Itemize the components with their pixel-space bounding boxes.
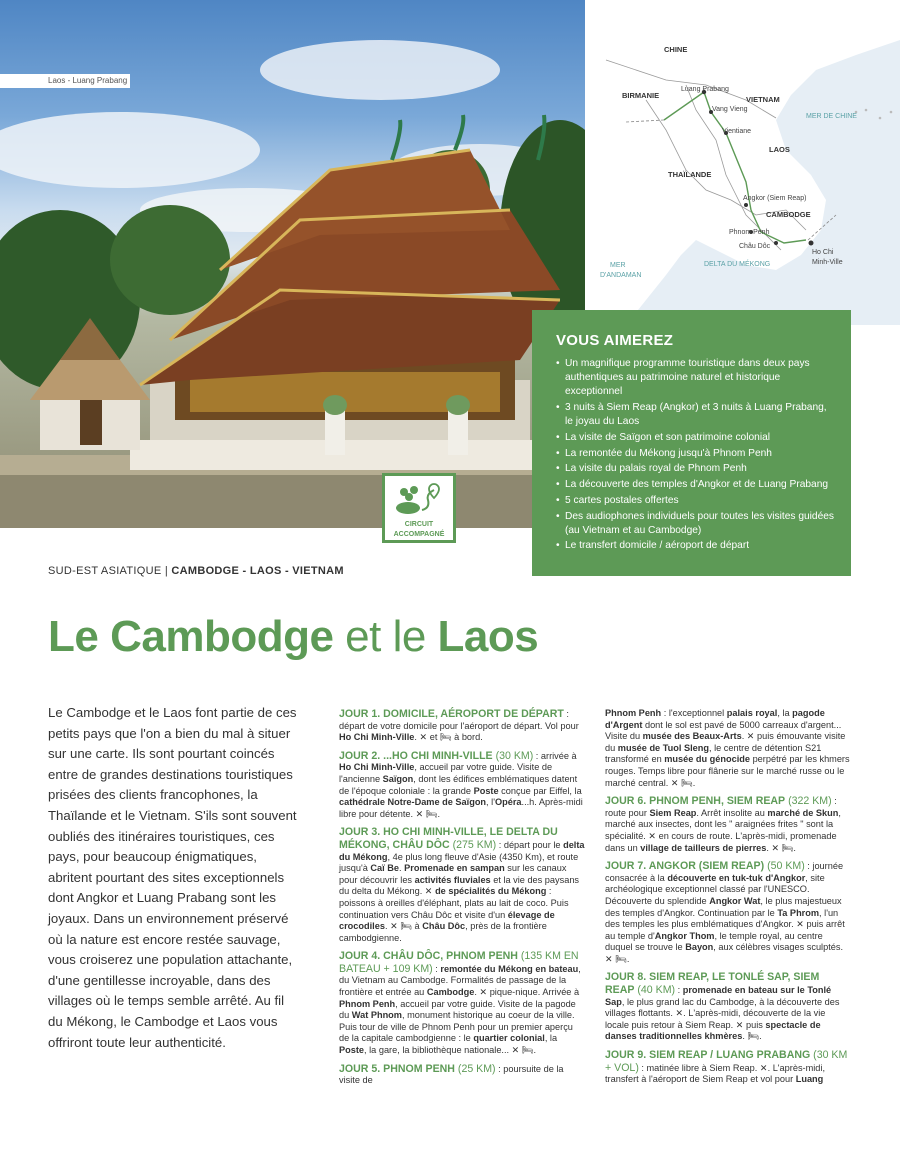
day-highlight: découverte en tuk-tuk d'Angkor [667, 872, 806, 883]
day-text: , la gare, la bibliothèque nationale... ✕ 🛏. [364, 1045, 537, 1056]
day-text: . 🛏. [742, 1031, 762, 1042]
day-title: JOUR 7. ANGKOR (SIEM REAP) [605, 860, 765, 873]
day-text: et la vie des paysans du delta du Mékong. ✕ [339, 874, 580, 897]
region-separator: | [161, 565, 172, 577]
map-label-luang-prabang: Luang Prabang [681, 86, 729, 93]
day-highlight: activités fluviales [414, 874, 491, 885]
highlights-title: VOUS AIMEREZ [556, 332, 674, 349]
day-distance: (30 KM) [492, 749, 534, 762]
page-title [48, 612, 538, 662]
day-distance: (322 KM) [785, 795, 832, 808]
day-6 [605, 795, 851, 854]
day-text: , le temple royal, au centre duquel se trouve le [605, 930, 823, 953]
day-distance: (30 KM + VOL) [605, 1049, 848, 1074]
day-highlight: Bayon [685, 942, 714, 953]
day-text: , dont les édifices emblématiques datent de l'époque coloniale : la grande [339, 773, 578, 796]
day-highlight: élevage de crocodiles [339, 909, 555, 932]
day-distance: (40 KM) [634, 984, 676, 997]
day-text: , la [544, 1033, 558, 1044]
title-part-3: Laos [437, 612, 539, 661]
day-highlight: Ta Phrom [777, 907, 820, 918]
day-text: , près de la frontière cambodgienne. [339, 921, 547, 943]
map-label-chau-doc: Châu Dôc [739, 243, 771, 250]
day-text: , le plus grand lac du Cambodge, à la découverte des villages flottants. ✕. L'après-midi, découverte de la vie locale puis retour à Siem Reap. ✕ puis [605, 996, 840, 1030]
circuit-badge [382, 473, 456, 543]
day-text: , l'un des temples les plus emblématiques d'Angkor. ✕ puis arrêt au temple d' [605, 907, 845, 941]
day-highlight: spectacle de danses traditionnelles khmères [605, 1019, 821, 1042]
day-text: . ✕ et 🛏 à bord. [414, 732, 483, 743]
day-highlight: Ho Chi Minh-Ville [339, 762, 415, 773]
day-9 [605, 1049, 851, 1086]
day-title: JOUR 6. PHNOM PENH, SIEM REAP [605, 795, 786, 808]
highlight-item: • La remontée du Mékong jusqu'à Phnom Penh [556, 447, 835, 461]
day-1-heading: JOUR 1. DOMICILE, AÉROPORT DE DÉPART [339, 708, 564, 720]
day-title: JOUR 9. SIEM REAP / LUANG PRABANG [605, 1049, 811, 1062]
day-text: : poursuite de la visite de [339, 1063, 564, 1086]
highlights-list [556, 357, 835, 554]
highlight-item: • Un magnifique programme touristique dans deux pays authentiques au patrimoine naturel et historique exceptionnel [556, 357, 835, 400]
day-text: . ✕ 🛏 à [384, 921, 423, 932]
day-text: : [432, 963, 441, 974]
day-highlight: Cambodge [426, 987, 475, 998]
day-highlight: Saïgon [382, 773, 414, 784]
day-highlight: remontée du Mékong en bateau [440, 963, 579, 974]
map-label-cambodia: CAMBODGE [766, 210, 811, 219]
day-text: , le plus majestueux des temples d'Angkor. Continuation par le [605, 895, 842, 918]
day-text: ...h. Après-midi libre pour détente. ✕ 🛏. [339, 797, 583, 819]
day-highlight: Promenade en sampan [404, 863, 505, 874]
highlight-item: • Des audiophones individuels pour toutes les visites guidées (au Vietnam et au Cambodge) [556, 510, 835, 538]
day-text: , du Vietnam au Cambodge. Formalités de passage de la frontière et entrée au [339, 963, 581, 998]
day-text: : l'exceptionnel [661, 708, 727, 718]
day-text: , aux célèbres visages sculptés. ✕ 🛏. [605, 942, 844, 964]
day-4 [339, 950, 585, 1056]
title-part-2: et le [333, 612, 438, 661]
map-label-vang-vieng: Vang Vieng [712, 106, 748, 113]
badge-line-1: CIRCUIT [404, 521, 434, 528]
day-highlight: Opéra [494, 797, 522, 808]
day-highlight: Caï Be [370, 863, 399, 874]
itinerary-column-1 [339, 708, 585, 1093]
day-highlight: Siem Reap [649, 807, 697, 818]
day-title: JOUR 5. PHNOM PENH [339, 1062, 455, 1075]
map-label-laos: LAOS [769, 145, 790, 154]
day-6-heading [605, 795, 832, 807]
map-label-andaman-2: D'ANDAMAN [600, 272, 642, 279]
map-label-angkor: Angkor (Siem Reap) [743, 195, 807, 202]
map-label-phnom-penh: Phnom Penh [729, 229, 770, 236]
day-highlight: promenade en bateau sur le Tonlé Sap [605, 985, 832, 1007]
day-highlight: de spécialités du Mékong [435, 886, 547, 897]
day-distance: (50 KM) [764, 860, 805, 873]
day-text: : départ de votre domicile pour l'aéroport de départ. Vol pour [339, 709, 579, 731]
map-label-china: CHINE [664, 45, 688, 54]
day-highlight: musée de Tuol Sleng [617, 742, 709, 753]
day-highlight: Angkor Wat [709, 895, 761, 906]
day-2-heading [339, 750, 533, 762]
day-title: JOUR 2. ...HO CHI MINH-VILLE [339, 749, 493, 762]
day-text: , site archéologique exceptionnel classé par l'UNESCO. Découverte du splendide [605, 872, 825, 906]
day-text: : poissons à oreilles d'éléphant, plats au lait de coco. Puis continuation vers Châu Dôc et visite d'un [339, 886, 569, 920]
day-text: . Arrêt insolite au [696, 807, 768, 818]
day-text: , accueil par votre guide. Visite de la pagode du [339, 998, 576, 1021]
day-text: : arrivée à [533, 750, 577, 761]
day-highlight: Angkor Thom [654, 930, 715, 941]
day-highlight: Luang [795, 1074, 824, 1085]
highlight-item: • 3 nuits à Siem Reap (Angkor) et 3 nuits à Luang Prabang, le joyau du Laos [556, 401, 835, 429]
day-5-heading [339, 1063, 496, 1075]
day-text: : départ pour le [496, 839, 564, 850]
map-label-mekong-delta: DELTA DU MÉKONG [704, 261, 771, 268]
day-highlight: musée des Beaux-Arts [642, 731, 742, 742]
day-2 [339, 750, 585, 821]
day-7 [605, 860, 851, 965]
day-text: dont le sol est pavé de 5000 carreaux d'argent... Visite du [605, 719, 842, 742]
map-label-andaman-1: MER [610, 262, 626, 269]
day-text: , marché aux insectes, dont les " araignées frites " sont la spécialité. ✕ en cours de route. L'après-midi, promenade dans un [605, 807, 841, 853]
day-5-start [339, 1063, 585, 1087]
day-8 [605, 971, 851, 1043]
day-text: conçue par Eiffel, la [498, 785, 582, 796]
hero-photo [0, 0, 585, 528]
region-label: SUD-EST ASIATIQUE [48, 565, 162, 577]
region-countries: CAMBODGE - LAOS - VIETNAM [171, 565, 344, 577]
map-label-south-china-sea: MER DE CHINE [806, 113, 857, 120]
day-highlight: Poste [339, 1045, 365, 1056]
route-map [586, 0, 900, 325]
highlights-box [532, 310, 851, 576]
day-highlight: palais royal [726, 708, 778, 718]
map-label-thailand: THAÏLANDE [668, 170, 712, 179]
day-highlight: pagode d'Argent [605, 708, 825, 730]
highlight-item: • La découverte des temples d'Angkor et de Luang Prabang [556, 478, 835, 492]
highlight-item: • La visite de Saïgon et son patrimoine colonial [556, 431, 835, 445]
day-highlight: Poste [473, 785, 499, 796]
day-text: , l' [486, 797, 495, 808]
map-label-ho-chi-minh-1: Ho Chi [812, 249, 834, 256]
map-label-vietnam: VIETNAM [746, 95, 780, 104]
day-5-continued [605, 708, 851, 789]
day-title: JOUR 4. CHÂU DÔC, PHNOM PENH [339, 950, 518, 963]
group-route-icon [394, 482, 444, 514]
day-3 [339, 826, 585, 944]
day-7-heading [605, 860, 805, 872]
highlight-item: • 5 cartes postales offertes [556, 494, 835, 508]
day-text: perpétré par les khmers rouges. Temps libre pour flânerie sur le marché russe ou le marché central. ✕ 🛏. [605, 754, 850, 788]
day-text: : route pour [605, 796, 837, 818]
day-distance: (25 KM) [454, 1062, 496, 1075]
title-part-1: Le Cambodge [48, 612, 334, 661]
day-highlight: musée du génocide [664, 754, 751, 765]
day-distance: (275 KM) [449, 838, 497, 851]
day-highlight: Wat Phnom [351, 1010, 402, 1021]
day-highlight: marché de Skun [767, 807, 839, 818]
day-highlight: quartier colonial [473, 1033, 545, 1044]
day-distance: (135 KM EN BATEAU + 109 KM) [339, 950, 579, 975]
highlight-item: • La visite du palais royal de Phnom Penh [556, 462, 835, 476]
day-text: , monument historique au coeur de la ville. Puis tour de ville de Phnom Penh pour un premier aperçu de la capitale cambodgienne : le [339, 1010, 575, 1044]
map-label-ho-chi-minh-2: Minh-Ville [812, 259, 843, 266]
day-1 [339, 708, 585, 744]
day-highlight: village de tailleurs de pierres [640, 842, 767, 853]
day-text: : journée consacrée à la [605, 861, 844, 883]
badge-line-2: ACCOMPAGNÉ [393, 531, 445, 538]
day-text: , la [777, 708, 793, 718]
day-highlight: Ho Chi Minh-Ville [339, 732, 415, 743]
day-text: sur les canaux pour découvrir les [339, 863, 567, 885]
day-highlight: Phnom Penh [605, 708, 662, 718]
day-highlight: delta du Mékong [339, 839, 585, 862]
day-text: . [399, 863, 405, 874]
day-text: , le centre de détention S21 transformé en [605, 742, 822, 765]
day-text: . ✕ pique-nique. Arrivée à [474, 987, 580, 998]
day-highlight: cathédrale Notre-Dame de Saïgon [339, 797, 487, 808]
intro-paragraph: Le Cambodge et le Laos font partie de ces petits pays que l'on a bien du mal à situer sur une carte. Ils sont pourtant coincés entre de grandes destinations touristiques prisées des clients francophones, la Thaïlande et le Vietnam. S'ils sont souvent oubliés des itinéraires touristiques, ces pays, pour beaucoup énigmatiques, abritent pourtant des sites exceptionnels dont Angkor et Luang Prabang sont les joyaux. Dans un environnement préservé où la nature est encore restée sauvage, vous croiserez une population attachante, d'une gentillesse incroyable, dans des villages où le temps semble arrêté. Au fil du Mékong, le Cambodge et Laos vous offriront toute leur authenticité. [48, 705, 297, 1050]
day-text: : [675, 985, 683, 996]
day-highlight: Phnom Penh [339, 998, 396, 1009]
day-highlight: Châu Dôc [422, 921, 466, 932]
day-title: JOUR 8. SIEM REAP, LE TONLÉ SAP, SIEM REAP [605, 971, 820, 997]
day-text: : matinée libre à Siem Reap. ✕. L'après-midi, transfert à l'aéroport de Siem Reap et vol pour [605, 1062, 825, 1085]
day-text: , accueil par votre guide. Visite de l'ancienne [339, 762, 553, 784]
day-text: . ✕ 🛏. [766, 842, 796, 853]
photo-caption: Laos - Luang Prabang [0, 74, 130, 88]
highlight-item: • Le transfert domicile / aéroport de départ [556, 539, 835, 553]
day-title: JOUR 3. HO CHI MINH-VILLE, LE DELTA DU MÉKONG, CHÂU DÔC [339, 826, 558, 851]
day-text: , 4e plus long fleuve d'Asie (4350 Km), et route jusqu'à [339, 851, 579, 874]
day-text: . ✕ puis émouvante visite du [605, 731, 846, 753]
itinerary-column-2 [605, 708, 851, 1092]
map-label-vientiane: Vientiane [722, 128, 752, 135]
region-line [48, 565, 344, 577]
map-label-burma: BIRMANIE [622, 91, 660, 100]
